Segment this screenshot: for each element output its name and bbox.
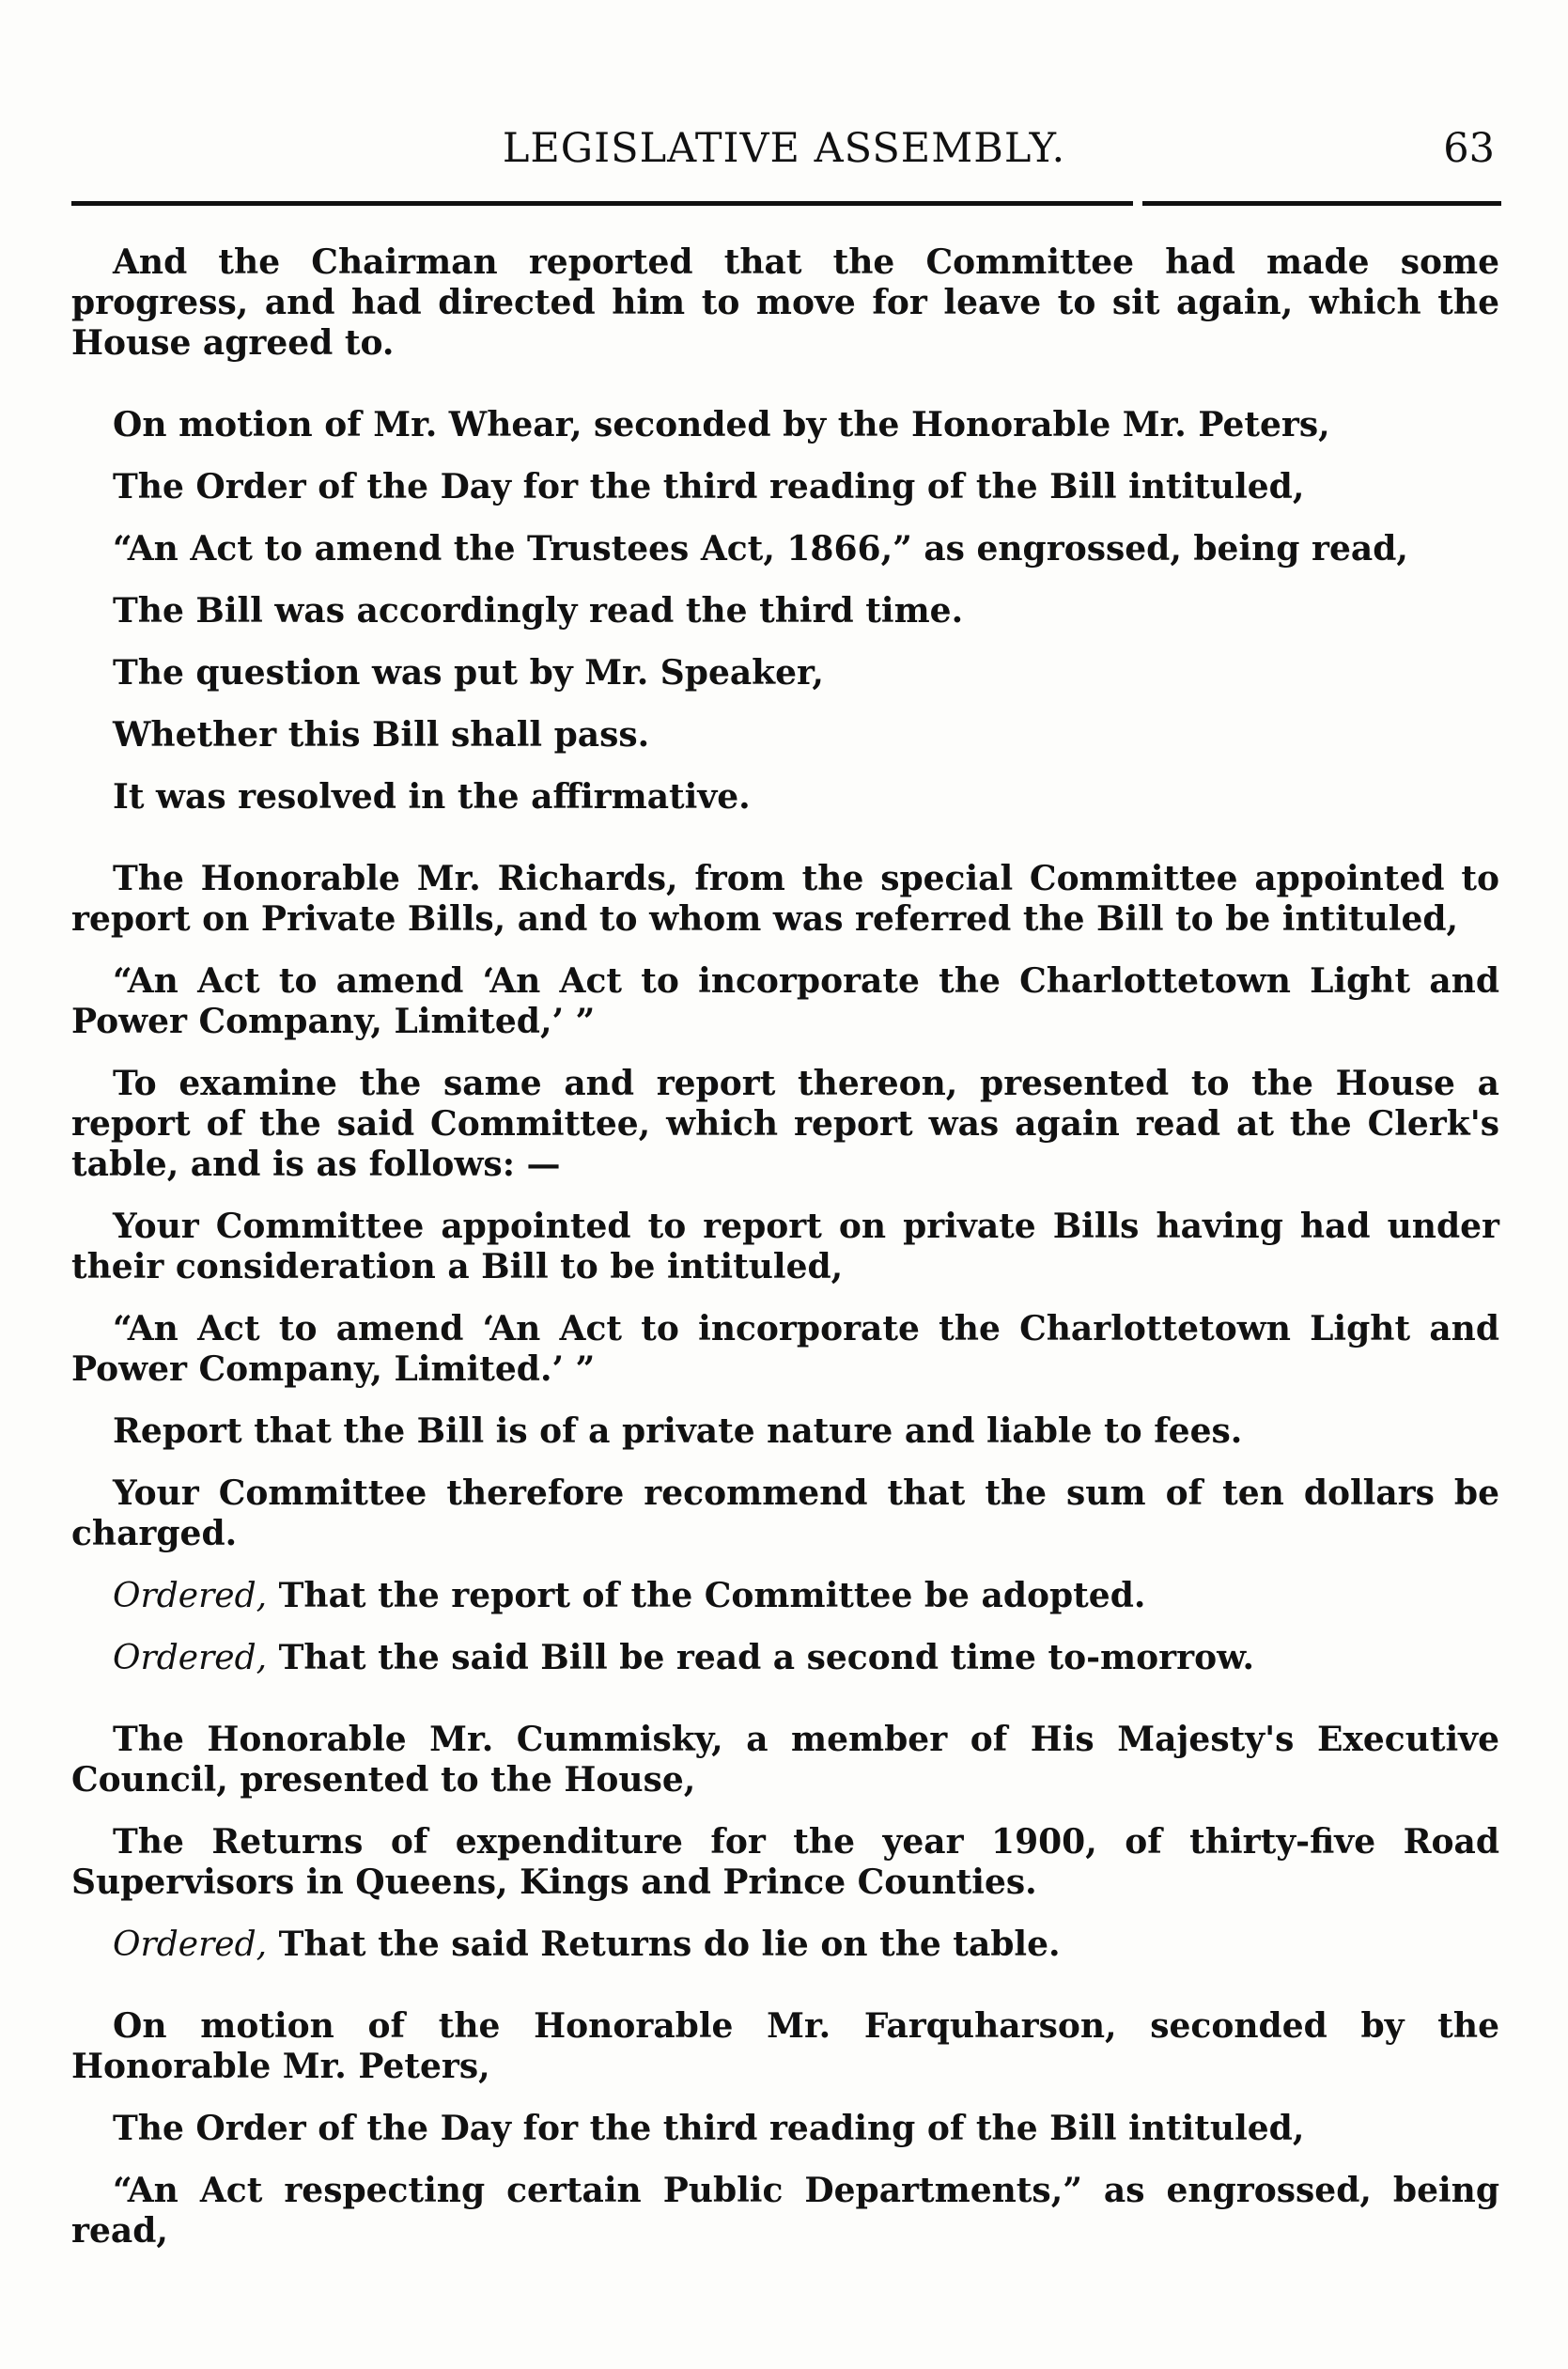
paragraph-recommend: Your Committee therefore recommend that the sum of ten dollars be charged. — [71, 1473, 1499, 1553]
paragraph-motion-whear: On motion of Mr. Whear, seconded by the Honorable Mr. Peters, — [113, 405, 1330, 444]
header-rule-right — [1142, 201, 1501, 206]
running-header — [0, 120, 1568, 177]
paragraph-ordered-returns: Ordered, That the said Returns do lie on the table. — [113, 1925, 1061, 1964]
paragraph-trustees-act: “An Act to amend the Trustees Act, 1866,” as engrossed, being read, — [113, 529, 1408, 569]
ordered-label: Ordered, — [113, 1639, 268, 1677]
paragraph-charlottetown-act-2: “An Act to amend ‘An Act to incorporate the Charlottetown Light and Power Company, Limited.’ ” — [71, 1309, 1499, 1389]
ordered-label: Ordered, — [113, 1925, 268, 1964]
paragraph-charlottetown-act-1: “An Act to amend ‘An Act to incorporate the Charlottetown Light and Power Company, Limited,’ ” — [71, 961, 1499, 1041]
paragraph-chairman-report: And the Chairman reported that the Committee had made some progress, and had directed him to move for leave to sit again, which the House agreed to. — [71, 242, 1499, 363]
paragraph-examine: To examine the same and report thereon, presented to the House a report of the said Committee, which report was again read at the Clerk's table, and is as follows: — — [71, 1064, 1499, 1184]
paragraph-ordered-second-reading: Ordered, That the said Bill be read a second time to-morrow. — [113, 1638, 1254, 1677]
paragraph-returns: The Returns of expenditure for the year 1900, of thirty-five Road Supervisors in Queens, Kings and Prince Counties. — [71, 1822, 1499, 1902]
page-number: 63 — [1443, 125, 1495, 172]
paragraph-order-of-day-2: The Order of the Day for the third reading of the Bill intituled, — [113, 2109, 1305, 2148]
paragraph-private-nature: Report that the Bill is of a private nature and liable to fees. — [113, 1411, 1243, 1451]
paragraph-order-of-day: The Order of the Day for the third reading of the Bill intituled, — [113, 467, 1305, 507]
paragraph-public-departments: “An Act respecting certain Public Departments,” as engrossed, being read, — [71, 2171, 1499, 2251]
header-rule — [71, 201, 1133, 206]
paragraph-whether-pass: Whether this Bill shall pass. — [113, 715, 650, 755]
paragraph-motion-farquharson: On motion of the Honorable Mr. Farquharson, seconded by the Honorable Mr. Peters, — [71, 2006, 1499, 2086]
paragraph-ordered-adopted: Ordered, That the report of the Committee be adopted. — [113, 1576, 1146, 1615]
ordered-label: Ordered, — [113, 1577, 268, 1615]
paragraph-affirmative: It was resolved in the affirmative. — [113, 777, 751, 817]
paragraph-cummisky: The Honorable Mr. Cummisky, a member of His Majesty's Executive Council, presented to the House, — [71, 1720, 1499, 1800]
page-body — [71, 242, 1499, 2273]
paragraph-your-committee: Your Committee appointed to report on private Bills having had under their consideration a Bill to be intituled, — [71, 1207, 1499, 1286]
paragraph-question: The question was put by Mr. Speaker, — [113, 653, 824, 693]
running-title: LEGISLATIVE ASSEMBLY. — [502, 125, 1066, 172]
paragraph-third-reading: The Bill was accordingly read the third time. — [113, 591, 964, 631]
paragraph-richards: The Honorable Mr. Richards, from the special Committee appointed to report on Private Bills, and to whom was referred the Bill to be intituled, — [71, 859, 1499, 939]
